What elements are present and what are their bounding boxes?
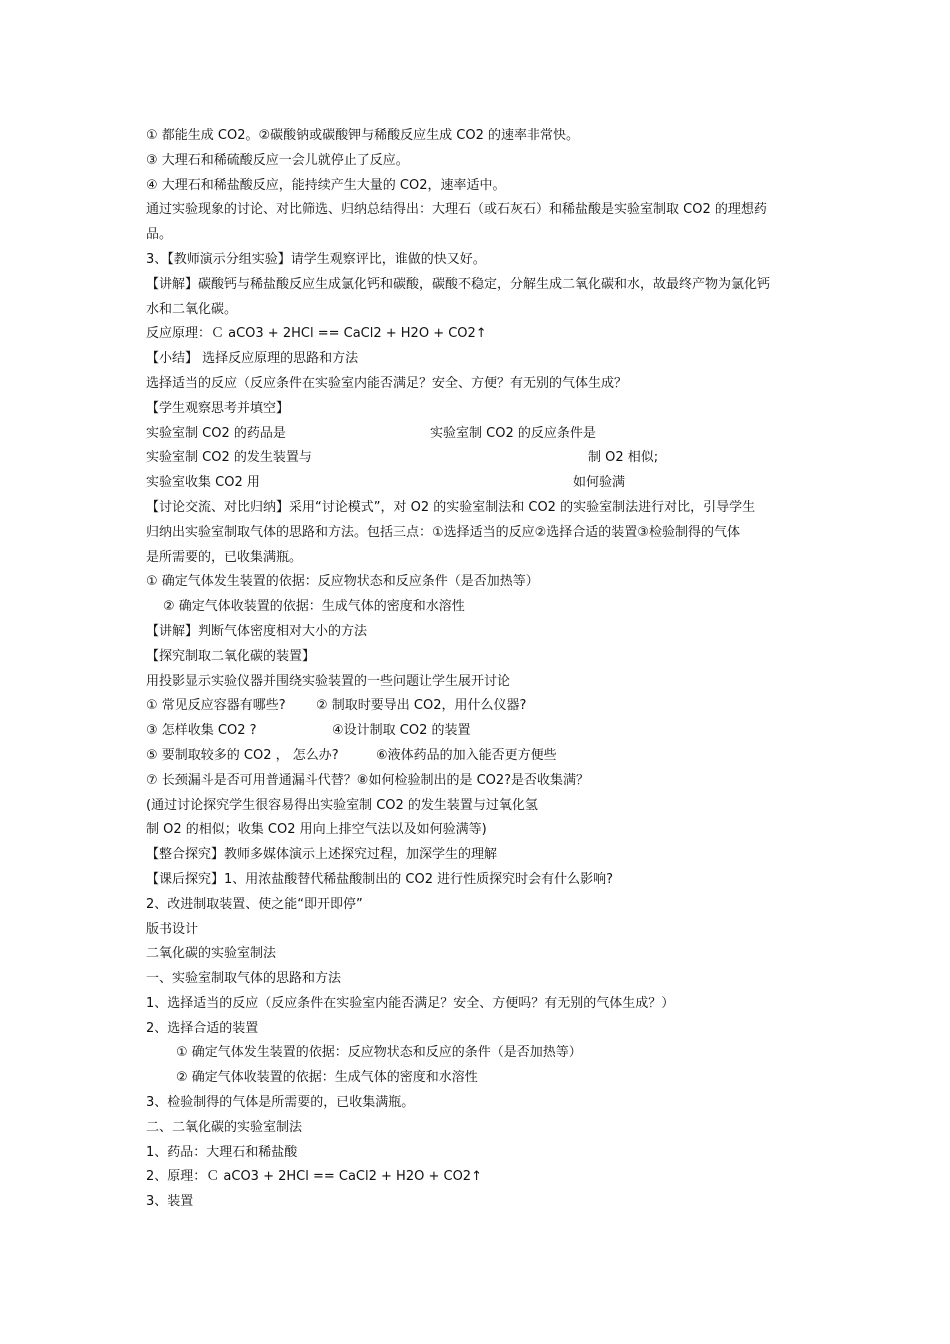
question-row	[146, 719, 816, 744]
reaction-equation: 反应原理：Ｃ aCO3 + 2HCl == CaCl2 + H2O + CO2↑	[146, 326, 487, 342]
question: ⑤ 要制取较多的 CO2 ， 怎么办?	[146, 747, 339, 763]
text-line: 归纳出实验室制取气体的思路和方法。包括三点：①选择适当的反应②选择合适的装置③检验制得的气体	[146, 524, 740, 540]
text-line: 2、改进制取装置、使之能“即开即停”	[146, 896, 363, 912]
question: ② 制取时要导出 CO2，用什么仪器?	[316, 698, 527, 714]
text-line: 3、【教师演示分组实验】请学生观察评比，谁做的快又好。	[146, 251, 486, 267]
text-line: 通过实验现象的讨论、对比筛选、归纳总结得出：大理石（或石灰石）和稀盐酸是实验室制取 CO2 的理想药	[146, 202, 767, 218]
text-line: 选择适当的反应（反应条件在实验室内能否满足？安全、方便？有无别的气体生成？	[146, 375, 628, 391]
text-line: 【小结】 选择反应原理的思路和方法	[146, 351, 359, 367]
fill-blank-row	[146, 471, 816, 496]
question: ③ 怎样收集 CO2 ?	[146, 723, 257, 739]
text-line: ② 确定气体收装置的依据：生成气体的密度和水溶性	[176, 1070, 478, 1086]
text-line: 制 O2 的相似；收集 CO2 用向上排空气法以及如何验满等)	[146, 822, 487, 838]
text-line: ⑦ 长颈漏斗是否可用普通漏斗代替？⑧如何检验制出的是 CO2?是否收集满？	[146, 772, 590, 788]
text-line: ③ 大理石和稀硫酸反应一会儿就停止了反应。	[146, 152, 409, 168]
fill-blank-prompt: 制 O2 相似;	[588, 450, 659, 466]
text-line: ④ 大理石和稀盐酸反应，能持续产生大量的 CO2，速率适中。	[146, 177, 506, 193]
text-line: 【探究制取二氧化碳的装置】	[146, 648, 316, 664]
fill-blank-row	[146, 422, 816, 447]
text-line: 【课后探究】1、用浓盐酸替代稀盐酸制出的 CO2 进行性质探究时会有什么影响?	[146, 871, 614, 887]
text-line: 水和二氧化碳。	[146, 301, 238, 317]
fill-blank-prompt: 实验室制 CO2 的反应条件是	[430, 425, 596, 441]
text-line: 【讨论交流、对比归纳】采用“讨论模式”，对 O2 的实验室制法和 CO2 的实验室制法进行对比，引导学生	[146, 499, 756, 515]
text-line: 3、装置	[146, 1194, 194, 1210]
fill-blank-prompt: 实验室收集 CO2 用	[146, 475, 260, 491]
fill-blank-prompt: 实验室制 CO2 的药品是	[146, 425, 286, 441]
text-line: 【学生观察思考并填空】	[146, 400, 290, 416]
section-heading: 版书设计	[146, 921, 199, 937]
text-line: 1、药品：大理石和稀盐酸	[146, 1144, 298, 1160]
question-row	[146, 744, 816, 769]
text-line: ① 确定气体发生装置的依据：反应物状态和反应的条件（是否加热等）	[176, 1045, 582, 1061]
text-line: 是所需要的，已收集满瓶。	[146, 549, 303, 565]
section-heading: 一、实验室制取气体的思路和方法	[146, 971, 342, 987]
section-heading: 二氧化碳的实验室制法	[146, 946, 277, 962]
text-line: 1、选择适当的反应（反应条件在实验室内能否满足？安全、方便吗？有无别的气体生成？）	[146, 995, 675, 1011]
question-row	[146, 694, 816, 719]
fill-blank-row	[146, 446, 816, 471]
text-line: 2、选择合适的装置	[146, 1020, 259, 1036]
fill-blank-prompt: 实验室制 CO2 的发生装置与	[146, 450, 312, 466]
text-line: ① 确定气体发生装置的依据：反应物状态和反应条件（是否加热等）	[146, 574, 539, 590]
fill-blank-prompt: 如何验满	[573, 475, 626, 491]
text-line: ② 确定气体收装置的依据：生成气体的密度和水溶性	[163, 599, 465, 615]
question: ① 常见反应容器有哪些?	[146, 698, 286, 714]
text-line: 3、检验制得的气体是所需要的，已收集满瓶。	[146, 1095, 415, 1111]
question: ⑥液体药品的加入能否更方便些	[376, 747, 557, 763]
reaction-equation: 2、原理：Ｃ aCO3 + 2HCl == CaCl2 + H2O + CO2↑	[146, 1169, 482, 1185]
text-line: 用投影显示实验仪器并围绕实验装置的一些问题让学生展开讨论	[146, 673, 511, 689]
document-page	[146, 124, 816, 1215]
text-line: ① 都能生成 CO2。②碳酸钠或碳酸钾与稀酸反应生成 CO2 的速率非常快。	[146, 128, 579, 143]
text-line: (通过讨论探究学生很容易得出实验室制 CO2 的发生装置与过氧化氢	[146, 797, 538, 813]
section-heading: 二、二氧化碳的实验室制法	[146, 1119, 303, 1135]
question: ④设计制取 CO2 的装置	[332, 723, 471, 739]
text-line: 【讲解】判断气体密度相对大小的方法	[146, 623, 368, 639]
text-line: 【整合探究】教师多媒体演示上述探究过程，加深学生的理解	[146, 847, 498, 863]
text-line: 品。	[146, 227, 173, 243]
text-line: 【讲解】碳酸钙与稀盐酸反应生成氯化钙和碳酸，碳酸不稳定，分解生成二氧化碳和水，故最终产物为氯化钙	[146, 276, 771, 292]
